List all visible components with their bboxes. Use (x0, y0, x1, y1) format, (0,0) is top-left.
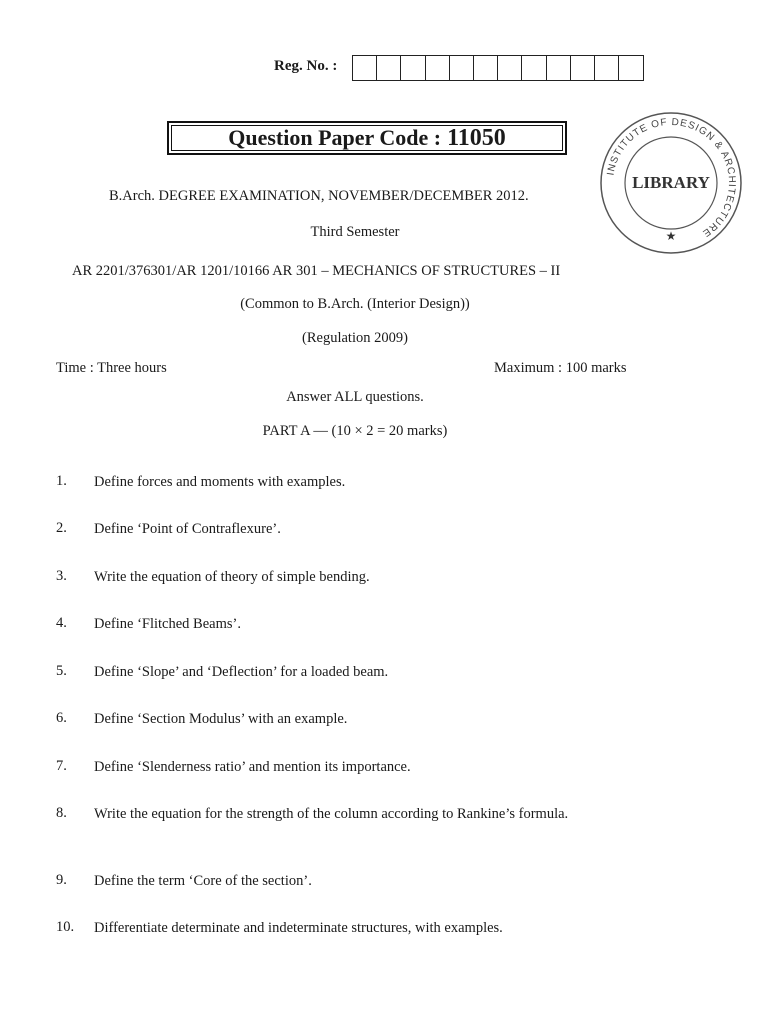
instruction: Answer ALL questions. (286, 389, 424, 405)
reg-no-boxes (352, 55, 644, 81)
common-note: (Common to B.Arch. (Interior Design)) (240, 296, 470, 312)
regulation: (Regulation 2009) (302, 330, 408, 346)
semester: Third Semester (310, 224, 400, 240)
stamp-center-text: LIBRARY (632, 173, 710, 192)
question-paper-code (167, 121, 567, 155)
reg-digit-box (353, 56, 377, 80)
question-number: 5. (56, 663, 67, 679)
maximum-marks: Maximum : 100 marks (494, 360, 627, 376)
reg-digit-box (377, 56, 401, 80)
reg-digit-box (498, 56, 522, 80)
question-text: Define the term ‘Core of the section’. (94, 873, 312, 889)
question-number: 9. (56, 872, 67, 888)
time-allowed: Time : Three hours (56, 360, 167, 376)
question-number: 10. (56, 919, 75, 935)
stamp-ring-text: INSTITUTE OF DESIGN & ARCHITECTURE (605, 116, 738, 240)
reg-digit-box (426, 56, 450, 80)
question-text: Define ‘Slope’ and ‘Deflection’ for a loaded beam. (94, 664, 389, 680)
reg-digit-box (474, 56, 498, 80)
question-text: Define ‘Point of Contraflexure’. (94, 521, 281, 537)
reg-digit-box (401, 56, 425, 80)
question-number: 4. (56, 615, 67, 631)
degree-line: B.Arch. DEGREE EXAMINATION, NOVEMBER/DECEMBER 2012. (109, 188, 529, 204)
question-number: 6. (56, 710, 67, 726)
code-number: 11050 (447, 124, 506, 151)
question-text: Write the equation for the strength of the column according to Rankine’s formula. (94, 806, 569, 822)
question-text: Write the equation of theory of simple bending. (94, 569, 370, 585)
part-heading: PART A — (10 × 2 = 20 marks) (262, 423, 448, 439)
code-label: Question Paper Code : (228, 125, 442, 150)
star-icon: ★ (665, 229, 677, 243)
question-number: 3. (56, 568, 67, 584)
reg-digit-box (547, 56, 571, 80)
reg-digit-box (595, 56, 619, 80)
question-text: Define ‘Flitched Beams’. (94, 616, 241, 632)
question-number: 7. (56, 758, 67, 774)
reg-digit-box (522, 56, 546, 80)
question-text: Define ‘Slenderness ratio’ and mention its importance. (94, 759, 411, 775)
reg-digit-box (619, 56, 643, 80)
question-text: Define forces and moments with examples. (94, 474, 346, 490)
subject-title: AR 2201/376301/AR 1201/10166 AR 301 – MECHANICS OF STRUCTURES – II (72, 263, 561, 279)
question-text: Differentiate determinate and indeterminate structures, with examples. (94, 920, 503, 936)
reg-digit-box (450, 56, 474, 80)
reg-digit-box (571, 56, 595, 80)
question-number: 8. (56, 805, 67, 821)
reg-no-label: Reg. No. : (274, 58, 338, 74)
question-number: 1. (56, 473, 67, 489)
question-number: 2. (56, 520, 67, 536)
question-text: Define ‘Section Modulus’ with an example. (94, 711, 348, 727)
